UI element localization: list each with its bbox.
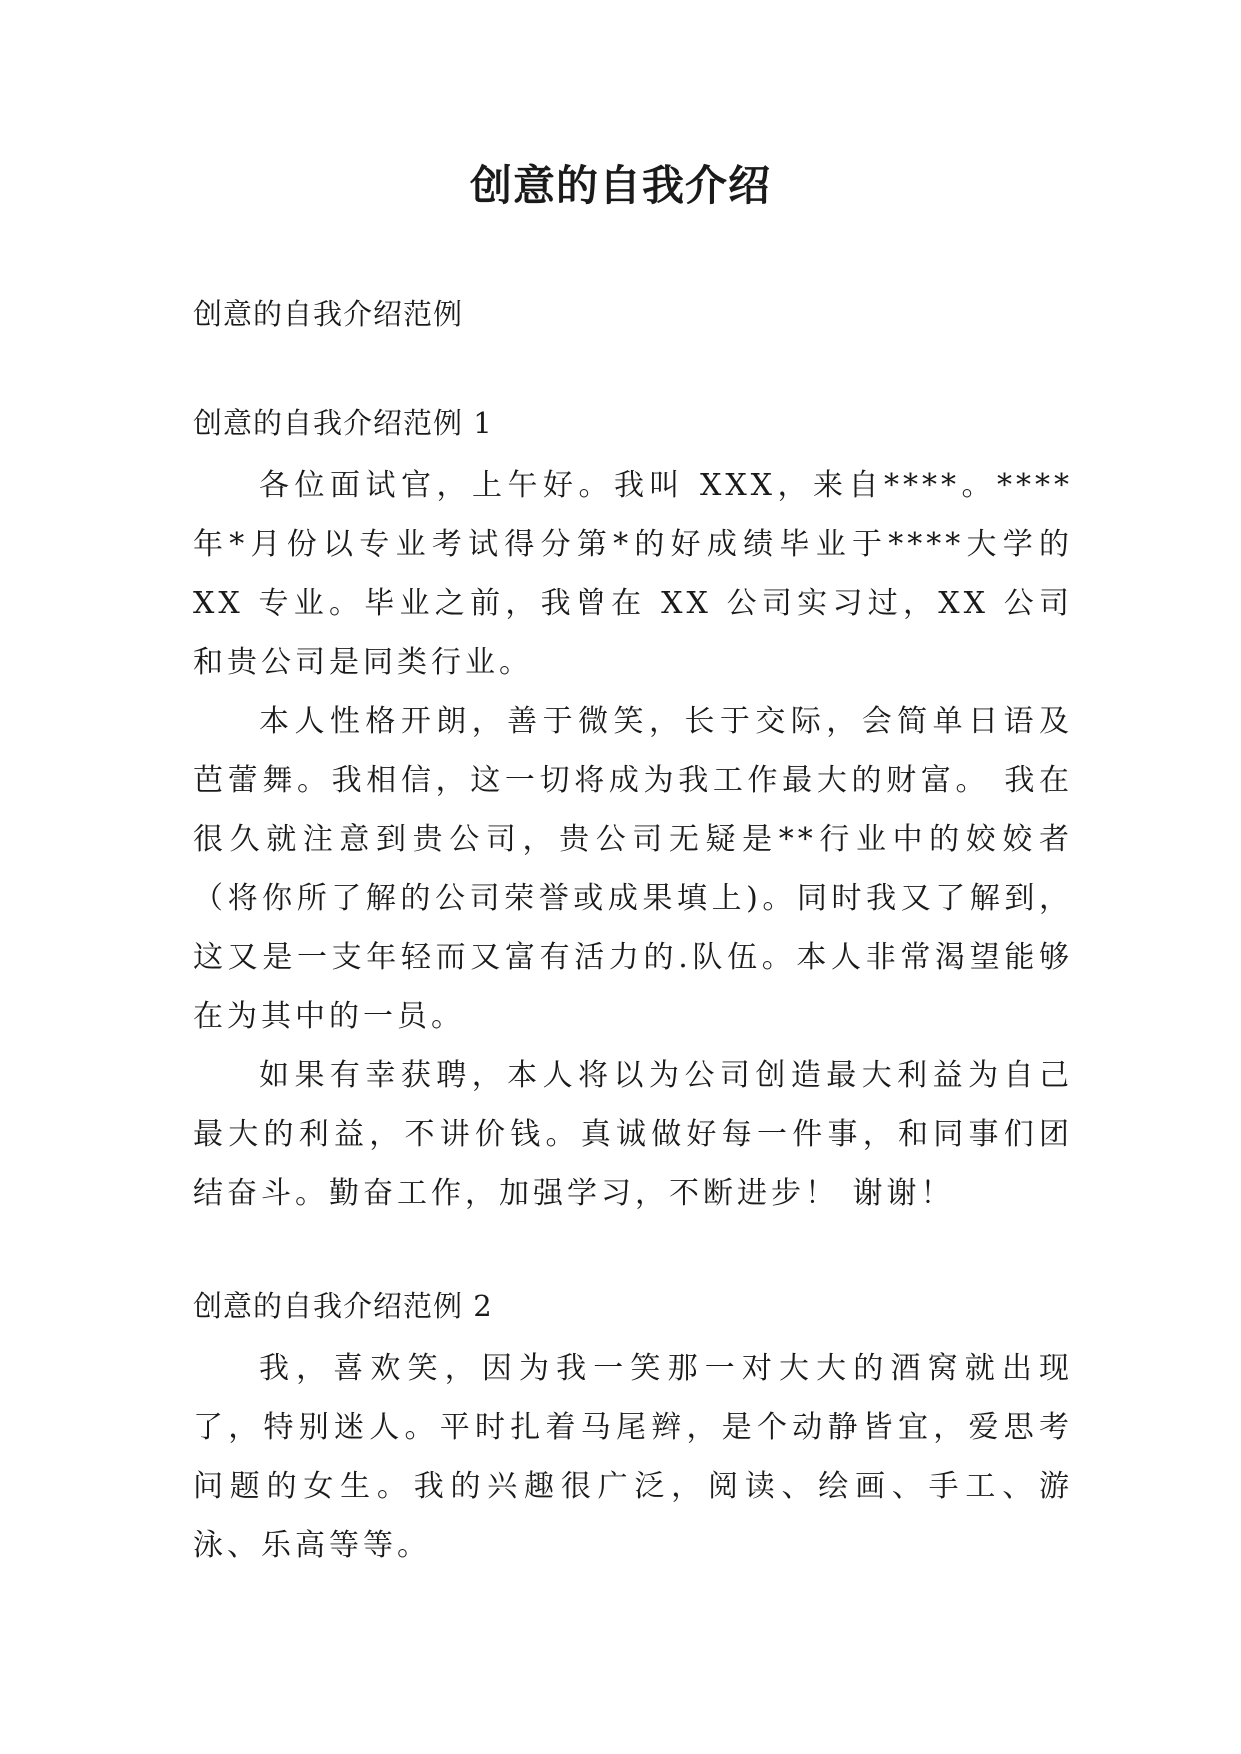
document-title: 创意的自我介绍 [469,161,771,210]
section-heading-2: 创意的自我介绍范例 2 [193,1289,493,1323]
paragraph-2-1: 我，喜欢笑，因为我一笑那一对大大的酒窝就出现了，特别迷人。平时扎着马尾辫，是个动静皆宜，爱思考问题的女生。我的兴趣很广泛，阅读、绘画、手工、游泳、乐高等等。 [193,1351,1073,1563]
paragraph-1-2: 本人性格开朗，善于微笑，长于交际，会简单日语及芭蕾舞。我相信，这一切将成为我工作最大的财富。 我在很久就注意到贵公司，贵公司无疑是**行业中的姣姣者（将你所了解的公司荣誉或成果填上)。同时我又了解到，这又是一支年轻而又富有活力的.队伍。本人非常渴望能够在为其中的一员。 [193,704,1073,1034]
section-heading-1: 创意的自我介绍范例 1 [193,406,493,440]
paragraph-1-1: 各位面试官，上午好。我叫 XXX，来自****。****年*月份以专业考试得分第*的好成绩毕业于****大学的 XX 专业。毕业之前，我曾在 XX 公司实习过，XX 公司和贵公司是同类行业。 [193,468,1073,680]
paragraph-1-3: 如果有幸获聘，本人将以为公司创造最大利益为自己最大的利益，不讲价钱。真诚做好每一件事，和同事们团结奋斗。勤奋工作，加强学习，不断进步！ 谢谢！ [193,1058,1073,1211]
document-subtitle: 创意的自我介绍范例 [193,297,464,331]
